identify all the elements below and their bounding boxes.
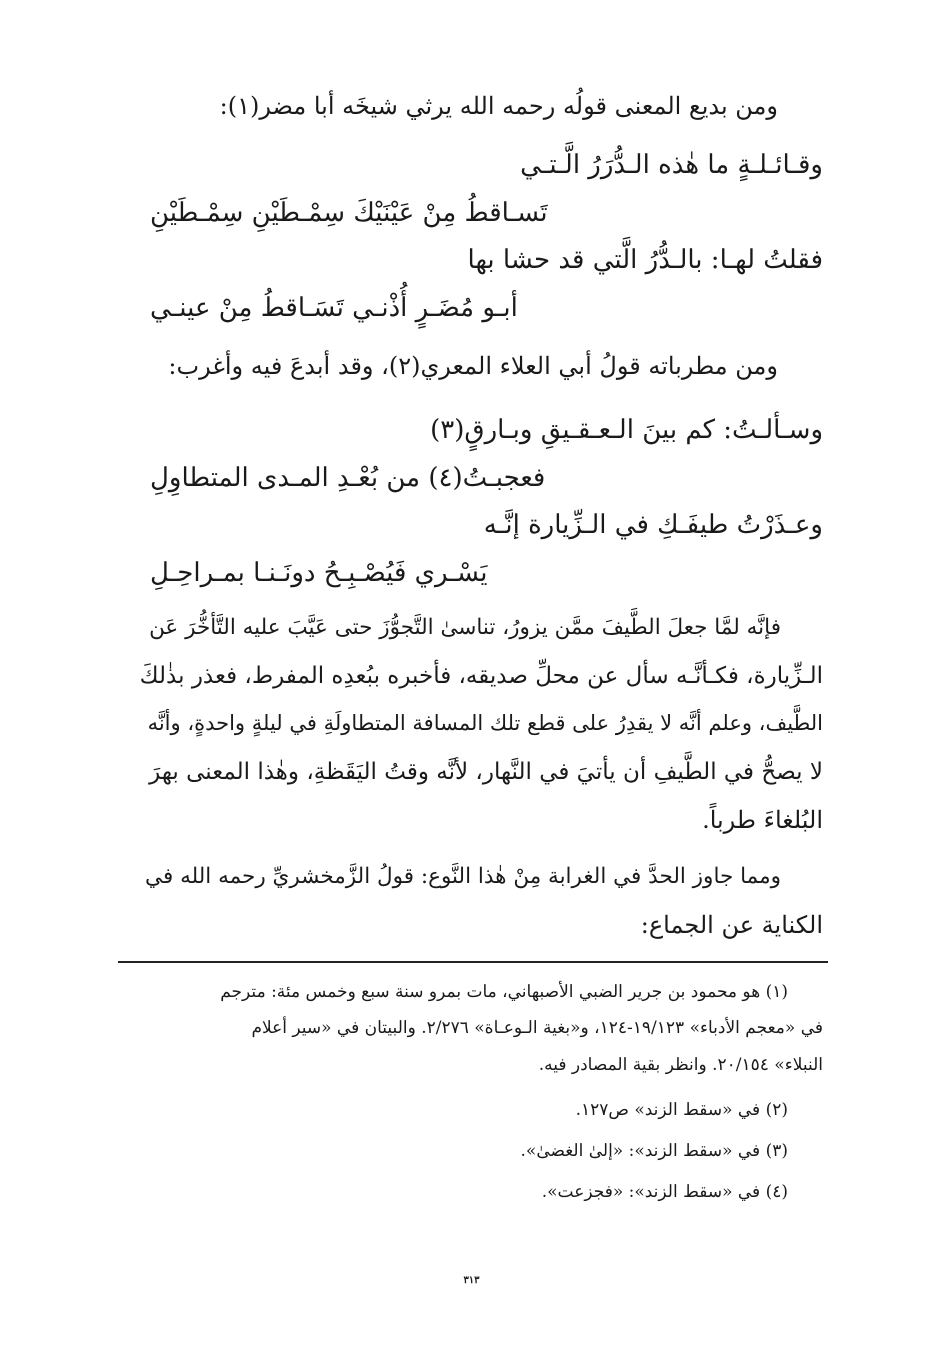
page-number: ٣١٣ xyxy=(463,1275,480,1286)
verse-2-hemistich-a: وسـألـتُ: كم بينَ الـعـقـيقِ وبـارقٍ(٣) xyxy=(430,415,823,445)
intro-line-1: ومن بديع المعنى قولُه رحمه الله يرثي شيخَه أبا مضر(١): xyxy=(219,92,778,120)
verse-2-hemistich-c: وعـذَرْتُ طيفَـكِ في الـزِّيارة إنَّـه xyxy=(483,510,823,540)
paragraph-2-line-2: الكناية عن الجماع: xyxy=(640,911,823,939)
footnote-3: (٣) في «سقط الزند»: «إلىٰ الغضىٰ». xyxy=(520,1141,788,1161)
footnote-4: (٤) في «سقط الزند»: «فجزعت». xyxy=(541,1182,788,1202)
verse-2-hemistich-d: يَسْـري فَيُصْـبِـحُ دونَـنـا بمـراحِـلِ xyxy=(150,558,488,588)
paragraph-1-line-4: لا يصحُّ في الطَّيفِ أن يأتيَ في النَّهار، لأنَّه وقتُ اليَقَظةِ، وهٰذا المعنى بهرَ xyxy=(149,759,823,785)
verse-2-hemistich-b: فعجبـتُ(٤) من بُعْـدِ المـدى المتطاوِلِ xyxy=(150,463,546,493)
paragraph-1-line-5: البُلغاءَ طرباً. xyxy=(702,806,823,834)
verse-1-hemistich-c: فقلتُ لهـا: بالـدُّرُ الَّتي قد حشا بها xyxy=(467,245,823,275)
intro-line-2: ومن مطرباته قولُ أبي العلاء المعري(٢)، وقد أبدعَ فيه وأغرب: xyxy=(168,352,778,380)
verse-1-hemistich-b: تَسـاقطُ مِنْ عَيْنَيْكَ سِمْـطَيْنِ سِمْـطَيْنِ xyxy=(150,198,548,228)
footnote-1-line-3: النبلاء» ٢٠/١٥٤. وانظر بقية المصادر فيه. xyxy=(538,1055,823,1075)
paragraph-1-line-3: الطَّيف، وعلم أنَّه لا يقدِرُ على قطع تلك المسافة المتطاولَةِ في ليلةٍ واحدةٍ، وأنَّه xyxy=(147,711,823,735)
verse-1-hemistich-a: وقـائـلـةٍ ما هٰذه الـدُّرَرُ الَّـتـي xyxy=(520,150,823,180)
footnote-2: (٢) في «سقط الزند» ص١٢٧. xyxy=(575,1100,788,1120)
paragraph-1-line-1: فإنَّه لمَّا جعلَ الطَّيفَ ممَّن يزورُ، تناسىٰ التَّجوُّزَ حتى عَيَّبَ عليه التَّأخُّرَ عَن xyxy=(149,615,781,640)
footnote-1-line-2: في «معجم الأدباء» ١٩/١٢٣-١٢٤، و«بغية الـوعـاة» ٢/٢٧٦. والبيتان في «سير أعلام xyxy=(251,1018,823,1038)
paragraph-1-line-2: الـزِّيارة، فكـأنَّـه سأل عن محلِّ صديقه، فأخبره ببُعدِه المفرط، فعذر بذٰلكَ xyxy=(139,663,823,689)
footnote-1-line-1: (١) هو محمود بن جرير الضبي الأصبهاني، مات بمرو سنة سبع وخمس مئة: مترجم xyxy=(220,982,788,1002)
paragraph-2-line-1: ومما جاوز الحدَّ في الغرابة مِنْ هٰذا النَّوع: قولُ الزَّمخشريِّ رحمه الله في xyxy=(145,864,781,889)
verse-1-hemistich-d: أبـو مُضَـرٍ أُذْنـي تَسَـاقطُ مِنْ عينـي xyxy=(150,293,518,323)
footnote-separator xyxy=(118,961,828,963)
